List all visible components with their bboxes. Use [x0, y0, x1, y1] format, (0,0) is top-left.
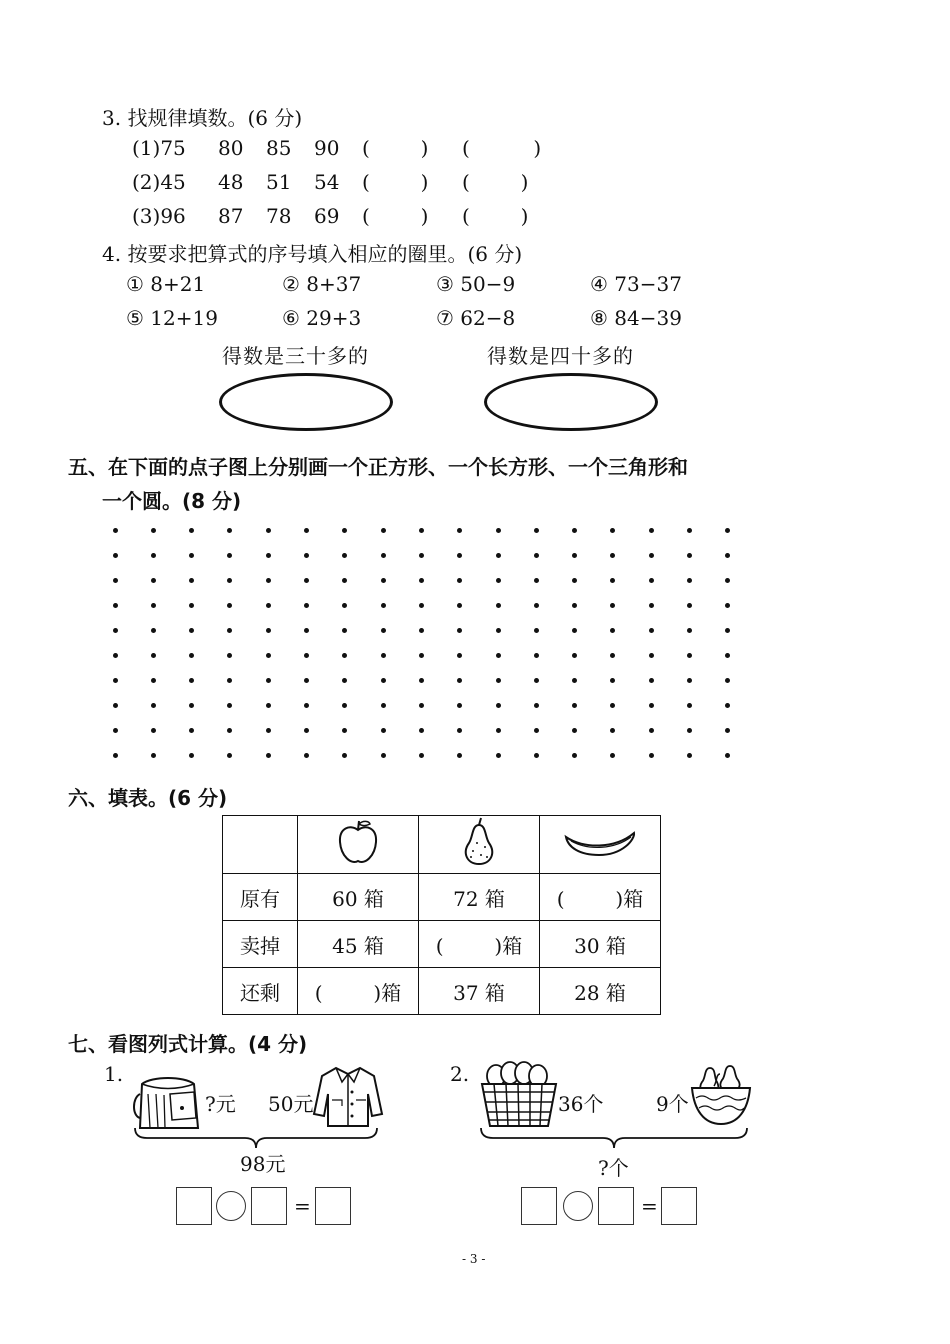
q4-item: ⑧ 84−39	[590, 306, 682, 330]
q3-row-label: (1)75	[132, 136, 186, 160]
grid-dot[interactable]	[496, 578, 501, 583]
q3-number: 85	[266, 136, 292, 160]
answer-box[interactable]	[521, 1187, 557, 1225]
operator-circle[interactable]	[216, 1191, 246, 1221]
grid-dot[interactable]	[610, 578, 615, 583]
grid-dot[interactable]	[227, 628, 232, 633]
grid-dot[interactable]	[496, 678, 501, 683]
grid-dot[interactable]	[687, 753, 692, 758]
grid-dot[interactable]	[189, 753, 194, 758]
grid-dot[interactable]	[342, 528, 347, 533]
answer-box[interactable]	[251, 1187, 287, 1225]
grid-dot[interactable]	[419, 728, 424, 733]
grid-dot[interactable]	[572, 653, 577, 658]
grid-dot[interactable]	[534, 578, 539, 583]
q3-title: 3. 找规律填数。(6 分)	[102, 106, 303, 130]
grid-dot[interactable]	[687, 553, 692, 558]
problem2-left-count: 36个	[558, 1092, 604, 1116]
q3-number: 69	[314, 204, 340, 228]
grid-dot[interactable]	[381, 728, 386, 733]
grid-dot[interactable]	[381, 753, 386, 758]
grid-dot[interactable]	[457, 753, 462, 758]
grid-dot[interactable]	[457, 553, 462, 558]
grid-dot[interactable]	[227, 753, 232, 758]
banana-icon	[563, 827, 637, 857]
grid-dot[interactable]	[649, 553, 654, 558]
table-cell: 60 箱	[298, 874, 419, 921]
grid-dot[interactable]	[113, 603, 118, 608]
grid-dot[interactable]	[304, 528, 309, 533]
grid-dot[interactable]	[725, 753, 730, 758]
grid-dot[interactable]	[266, 703, 271, 708]
brace-1	[133, 1126, 379, 1150]
grid-dot[interactable]	[266, 678, 271, 683]
grid-dot[interactable]	[227, 603, 232, 608]
q3-number: 90	[314, 136, 340, 160]
table-header-banana	[540, 816, 661, 874]
grid-dot[interactable]	[572, 728, 577, 733]
grid-dot[interactable]	[419, 678, 424, 683]
q3-number: 87	[218, 204, 244, 228]
grid-dot[interactable]	[189, 703, 194, 708]
grid-dot[interactable]	[457, 678, 462, 683]
grid-dot[interactable]	[496, 628, 501, 633]
grid-dot[interactable]	[381, 653, 386, 658]
grid-dot[interactable]	[189, 678, 194, 683]
grid-dot[interactable]	[419, 753, 424, 758]
grid-dot[interactable]	[496, 703, 501, 708]
answer-box[interactable]	[661, 1187, 697, 1225]
grid-dot[interactable]	[687, 703, 692, 708]
grid-dot[interactable]	[649, 578, 654, 583]
grid-dot[interactable]	[687, 603, 692, 608]
table-cell: 72 箱	[419, 874, 540, 921]
grid-dot[interactable]	[189, 653, 194, 658]
q3-number: 51	[266, 170, 292, 194]
grid-dot[interactable]	[113, 628, 118, 633]
grid-dot[interactable]	[572, 528, 577, 533]
grid-dot[interactable]	[687, 678, 692, 683]
grid-dot[interactable]	[687, 628, 692, 633]
grid-dot[interactable]	[342, 603, 347, 608]
q3-blank[interactable]: ( )	[362, 170, 429, 194]
jacket-icon	[312, 1064, 384, 1130]
grid-dot[interactable]	[381, 528, 386, 533]
grid-dot[interactable]	[113, 553, 118, 558]
grid-dot[interactable]	[687, 528, 692, 533]
grid-dot[interactable]	[725, 628, 730, 633]
grid-dot[interactable]	[266, 528, 271, 533]
grid-dot[interactable]	[151, 603, 156, 608]
grid-dot[interactable]	[113, 703, 118, 708]
table-header-pear	[419, 816, 540, 874]
grid-dot[interactable]	[457, 728, 462, 733]
grid-dot[interactable]	[725, 728, 730, 733]
answer-box[interactable]	[598, 1187, 634, 1225]
q3-number: 80	[218, 136, 244, 160]
q4-item: ⑤ 12+19	[126, 306, 218, 330]
grid-dot[interactable]	[610, 728, 615, 733]
grid-dot[interactable]	[496, 603, 501, 608]
grid-dot[interactable]	[342, 628, 347, 633]
grid-dot[interactable]	[113, 728, 118, 733]
grid-dot[interactable]	[189, 578, 194, 583]
grid-dot[interactable]	[342, 728, 347, 733]
table-cell-blank[interactable]: ( )箱	[419, 921, 540, 968]
grid-dot[interactable]	[342, 703, 347, 708]
grid-dot[interactable]	[189, 628, 194, 633]
grid-dot[interactable]	[725, 528, 730, 533]
grid-dot[interactable]	[381, 628, 386, 633]
grid-dot[interactable]	[534, 753, 539, 758]
q3-blank[interactable]: ( )	[462, 136, 542, 160]
grid-dot[interactable]	[725, 678, 730, 683]
grid-dot[interactable]	[572, 628, 577, 633]
grid-dot[interactable]	[649, 703, 654, 708]
grid-dot[interactable]	[725, 653, 730, 658]
grid-dot[interactable]	[342, 553, 347, 558]
grid-dot[interactable]	[266, 653, 271, 658]
grid-dot[interactable]	[610, 603, 615, 608]
grid-dot[interactable]	[534, 553, 539, 558]
grid-dot[interactable]	[687, 653, 692, 658]
fruit-basket-icon	[478, 1060, 560, 1130]
answer-oval-thirties[interactable]	[219, 373, 393, 431]
s6-title: 六、填表。(6 分)	[68, 786, 228, 810]
grid-dot[interactable]	[381, 553, 386, 558]
grid-dot[interactable]	[610, 553, 615, 558]
q4-item: ③ 50−9	[436, 272, 516, 296]
grid-dot[interactable]	[419, 553, 424, 558]
grid-dot[interactable]	[227, 678, 232, 683]
q3-blank[interactable]: ( )	[362, 204, 429, 228]
equals-sign: =	[641, 1194, 658, 1218]
grid-dot[interactable]	[151, 678, 156, 683]
grid-dot[interactable]	[419, 703, 424, 708]
grid-dot[interactable]	[572, 553, 577, 558]
grid-dot[interactable]	[304, 653, 309, 658]
grid-dot[interactable]	[419, 603, 424, 608]
grid-dot[interactable]	[266, 628, 271, 633]
equals-sign: =	[294, 1194, 311, 1218]
answer-box[interactable]	[315, 1187, 351, 1225]
grid-dot[interactable]	[572, 578, 577, 583]
problem1-total: 98元	[240, 1152, 286, 1176]
grid-dot[interactable]	[304, 678, 309, 683]
table-corner-cell	[223, 816, 298, 874]
grid-dot[interactable]	[304, 753, 309, 758]
grid-dot[interactable]	[304, 728, 309, 733]
q4-item: ① 8+21	[126, 272, 206, 296]
grid-dot[interactable]	[496, 528, 501, 533]
grid-dot[interactable]	[304, 703, 309, 708]
grid-dot[interactable]	[342, 753, 347, 758]
table-header-apple	[298, 816, 419, 874]
pear-bowl-icon	[690, 1060, 752, 1128]
grid-dot[interactable]	[189, 603, 194, 608]
grid-dot[interactable]	[151, 728, 156, 733]
grid-dot[interactable]	[419, 653, 424, 658]
apple-icon	[335, 818, 381, 866]
grid-dot[interactable]	[113, 528, 118, 533]
grid-dot[interactable]	[687, 578, 692, 583]
grid-dot[interactable]	[151, 653, 156, 658]
grid-dot[interactable]	[151, 753, 156, 758]
grid-dot[interactable]	[381, 678, 386, 683]
circle-label-forties: 得数是四十多的	[487, 344, 634, 368]
grid-dot[interactable]	[304, 553, 309, 558]
grid-dot[interactable]	[266, 753, 271, 758]
grid-dot[interactable]	[496, 753, 501, 758]
fill-table	[222, 815, 661, 1015]
grid-dot[interactable]	[534, 603, 539, 608]
s5-title-line1: 五、在下面的点子图上分别画一个正方形、一个长方形、一个三角形和	[68, 455, 688, 479]
grid-dot[interactable]	[151, 553, 156, 558]
grid-dot[interactable]	[189, 528, 194, 533]
grid-dot[interactable]	[649, 653, 654, 658]
grid-dot[interactable]	[266, 578, 271, 583]
grid-dot[interactable]	[266, 728, 271, 733]
grid-dot[interactable]	[113, 678, 118, 683]
grid-dot[interactable]	[227, 528, 232, 533]
grid-dot[interactable]	[189, 728, 194, 733]
grid-dot[interactable]	[649, 753, 654, 758]
q4-item: ⑥ 29+3	[282, 306, 362, 330]
grid-dot[interactable]	[457, 653, 462, 658]
table-cell: 30 箱	[540, 921, 661, 968]
grid-dot[interactable]	[304, 628, 309, 633]
grid-dot[interactable]	[227, 703, 232, 708]
problem1-unknown-price: ?元	[205, 1092, 236, 1116]
grid-dot[interactable]	[113, 753, 118, 758]
grid-dot[interactable]	[151, 703, 156, 708]
grid-dot[interactable]	[151, 578, 156, 583]
grid-dot[interactable]	[649, 678, 654, 683]
grid-dot[interactable]	[304, 603, 309, 608]
grid-dot[interactable]	[534, 728, 539, 733]
grid-dot[interactable]	[649, 728, 654, 733]
q4-title: 4. 按要求把算式的序号填入相应的圈里。(6 分)	[102, 242, 523, 266]
grid-dot[interactable]	[610, 678, 615, 683]
q3-row-label: (2)45	[132, 170, 186, 194]
brace-2	[479, 1126, 749, 1150]
grid-dot[interactable]	[725, 578, 730, 583]
table-cell-blank[interactable]: ( )箱	[540, 874, 661, 921]
grid-dot[interactable]	[534, 528, 539, 533]
grid-dot[interactable]	[419, 578, 424, 583]
q3-number: 54	[314, 170, 340, 194]
table-cell: 28 箱	[540, 968, 661, 1015]
grid-dot[interactable]	[687, 728, 692, 733]
circle-label-thirties: 得数是三十多的	[222, 344, 369, 368]
grid-dot[interactable]	[610, 753, 615, 758]
grid-dot[interactable]	[227, 728, 232, 733]
table-cell-blank[interactable]: ( )箱	[298, 968, 419, 1015]
q3-blank[interactable]: ( )	[462, 204, 529, 228]
grid-dot[interactable]	[610, 528, 615, 533]
grid-dot[interactable]	[266, 603, 271, 608]
s7-title: 七、看图列式计算。(4 分)	[68, 1032, 308, 1056]
grid-dot[interactable]	[725, 703, 730, 708]
q3-row-label: (3)96	[132, 204, 186, 228]
grid-dot[interactable]	[266, 553, 271, 558]
q4-item: ⑦ 62−8	[436, 306, 516, 330]
grid-dot[interactable]	[419, 628, 424, 633]
q3-number: 48	[218, 170, 244, 194]
grid-dot[interactable]	[227, 653, 232, 658]
grid-dot[interactable]	[610, 653, 615, 658]
grid-dot[interactable]	[572, 753, 577, 758]
table-cell: 45 箱	[298, 921, 419, 968]
grid-dot[interactable]	[496, 653, 501, 658]
s5-title-line2: 一个圆。(8 分)	[102, 489, 242, 513]
problem1-known-price: 50元	[268, 1092, 314, 1116]
grid-dot[interactable]	[534, 653, 539, 658]
grid-dot[interactable]	[725, 603, 730, 608]
q3-blank[interactable]: ( )	[362, 136, 429, 160]
grid-dot[interactable]	[151, 528, 156, 533]
grid-dot[interactable]	[189, 553, 194, 558]
grid-dot[interactable]	[381, 578, 386, 583]
table-row-label: 卖掉	[223, 921, 298, 968]
answer-box[interactable]	[176, 1187, 212, 1225]
grid-dot[interactable]	[457, 528, 462, 533]
grid-dot[interactable]	[725, 553, 730, 558]
problem2-number: 2.	[450, 1062, 470, 1086]
grid-dot[interactable]	[534, 628, 539, 633]
problem1-number: 1.	[104, 1062, 124, 1086]
grid-dot[interactable]	[342, 678, 347, 683]
grid-dot[interactable]	[610, 703, 615, 708]
grid-dot[interactable]	[151, 628, 156, 633]
grid-dot[interactable]	[113, 578, 118, 583]
q3-number: 78	[266, 204, 292, 228]
grid-dot[interactable]	[381, 703, 386, 708]
grid-dot[interactable]	[419, 528, 424, 533]
q3-blank[interactable]: ( )	[462, 170, 529, 194]
grid-dot[interactable]	[342, 653, 347, 658]
grid-dot[interactable]	[457, 628, 462, 633]
grid-dot[interactable]	[227, 578, 232, 583]
grid-dot[interactable]	[572, 678, 577, 683]
problem2-total: ?个	[598, 1156, 629, 1180]
grid-dot[interactable]	[649, 528, 654, 533]
grid-dot[interactable]	[649, 603, 654, 608]
table-cell: 37 箱	[419, 968, 540, 1015]
grid-dot[interactable]	[113, 653, 118, 658]
grid-dot[interactable]	[457, 703, 462, 708]
grid-dot[interactable]	[496, 728, 501, 733]
page-number: - 3 -	[462, 1252, 486, 1266]
grid-dot[interactable]	[342, 578, 347, 583]
grid-dot[interactable]	[649, 628, 654, 633]
grid-dot[interactable]	[227, 553, 232, 558]
grid-dot[interactable]	[572, 603, 577, 608]
grid-dot[interactable]	[304, 578, 309, 583]
table-row-label: 原有	[223, 874, 298, 921]
grid-dot[interactable]	[534, 703, 539, 708]
problem2-right-count: 9个	[656, 1092, 689, 1116]
answer-oval-forties[interactable]	[484, 373, 658, 431]
grid-dot[interactable]	[381, 603, 386, 608]
grid-dot[interactable]	[534, 678, 539, 683]
q4-item: ④ 73−37	[590, 272, 682, 296]
grid-dot[interactable]	[572, 703, 577, 708]
pear-icon	[459, 817, 499, 867]
table-row-label: 还剩	[223, 968, 298, 1015]
q4-item: ② 8+37	[282, 272, 362, 296]
operator-circle[interactable]	[563, 1191, 593, 1221]
grid-dot[interactable]	[610, 628, 615, 633]
grid-dot[interactable]	[457, 603, 462, 608]
grid-dot[interactable]	[496, 553, 501, 558]
grid-dot[interactable]	[457, 578, 462, 583]
